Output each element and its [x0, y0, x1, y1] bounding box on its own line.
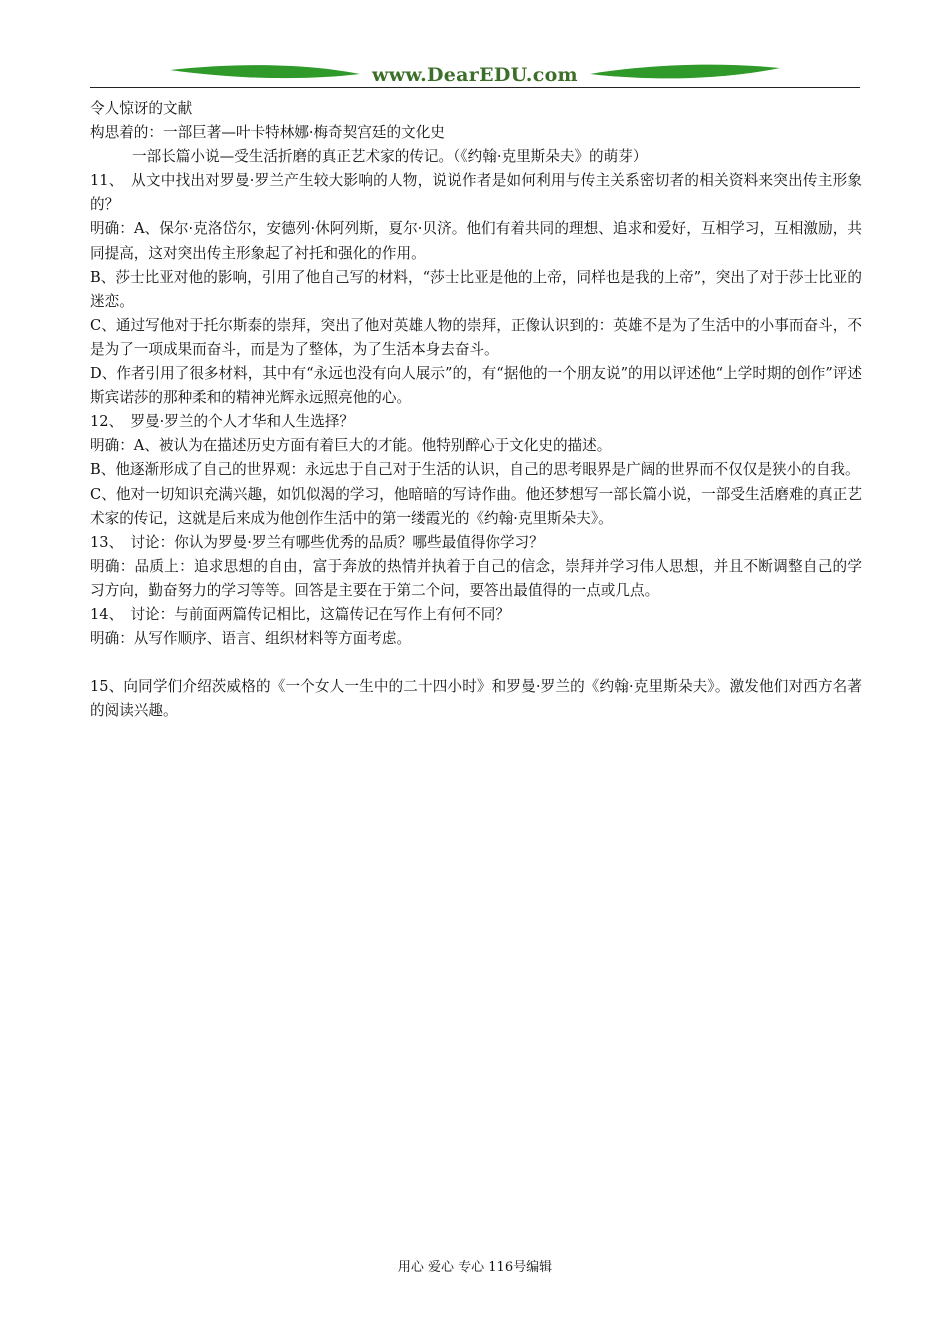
answer-paragraph: 明确：品质上：追求思想的自由，富于奔放的热情并执着于自己的信念，崇拜并学习伟人思想，并且不断调整自己的学习方向，勤奋努力的学习等等。回答是主要在于第二个问，要答出最值得的一点或几点。 — [90, 557, 862, 599]
page-footer: 用心 爱心 专心 116号编辑 — [397, 1260, 553, 1275]
answer-paragraph: B、莎士比亚对他的影响，引用了他自己写的材料，“莎士比亚是他的上帝，同样也是我的上帝”，突出了对于莎士比亚的迷恋。 — [90, 268, 862, 310]
answer-paragraph: 明确：A、保尔·克洛岱尔，安德列·休阿列斯，夏尔·贝济。他们有着共同的理想、追求和爱好，互相学习，互相激励，共同提高，这对突出传主形象起了衬托和强化的作用。 — [90, 220, 862, 262]
item-15: 15、向同学们介绍茨威格的《一个女人一生中的二十四小时》和罗曼·罗兰的《约翰·克里斯朵夫》。激发他们对西方名著的阅读兴趣。 — [90, 678, 862, 720]
answer-paragraph: 明确：A、被认为在描述历史方面有着巨大的才能。他特别醉心于文化史的描述。 — [90, 437, 612, 455]
page-header — [90, 60, 860, 92]
question-12: 12、 罗曼·罗兰的个人才华和人生选择？ — [90, 413, 355, 431]
text-line: 令人惊讶的文献 — [90, 100, 193, 117]
text-line: 一部长篇小说—受生活折磨的真正艺术家的传记。（《约翰·克里斯朵夫》的萌芽） — [132, 148, 648, 166]
answer-paragraph: C、通过写他对于托尔斯泰的崇拜，突出了他对英雄人物的崇拜，正像认识到的：英雄不是为了生活中的小事而奋斗，不是为了一项成果而奋斗，而是为了整体，为了生活本身去奋斗。 — [90, 316, 862, 358]
header-divider — [90, 87, 860, 88]
answer-paragraph: B、他逐渐形成了自己的世界观：永远忠于自己对于生活的认识，自己的思考眼界是广阔的世界而不仅仅是狭小的自我。 — [90, 461, 860, 479]
paragraph-spacer — [90, 651, 862, 675]
answer-paragraph: 明确：从写作顺序、语言、组织材料等方面考虑。 — [90, 630, 412, 648]
site-logo-text: www.DearEDU.com — [372, 64, 578, 86]
question-14: 14、 讨论：与前面两篇传记相比，这篇传记在写作上有何不同？ — [90, 605, 510, 623]
answer-paragraph: C、他对一切知识充满兴趣，如饥似渴的学习，他暗暗的写诗作曲。他还梦想写一部长篇小说，一部受生活磨难的真正艺术家的传记，这就是后来成为他创作生活中的第一缕霞光的《约翰·克里斯朵夫》。 — [90, 485, 862, 527]
text-line: 构思着的：一部巨著—叶卡特林娜·梅奇契宫廷的文化史 — [90, 124, 445, 142]
document-body — [90, 97, 862, 723]
question-11: 11、 从文中找出对罗曼·罗兰产生较大影响的人物，说说作者是如何利用与传主关系密切者的相关资料来突出传主形象的？ — [90, 172, 862, 214]
answer-paragraph: D、作者引用了很多材料，其中有“永远也没有向人展示”的，有“据他的一个朋友说”的用以评述他“上学时期的创作”评述斯宾诺莎的那种柔和的精神光辉永远照亮他的心。 — [90, 365, 862, 407]
question-13: 13、 讨论：你认为罗曼·罗兰有哪些优秀的品质？哪些最值得你学习？ — [90, 533, 544, 551]
